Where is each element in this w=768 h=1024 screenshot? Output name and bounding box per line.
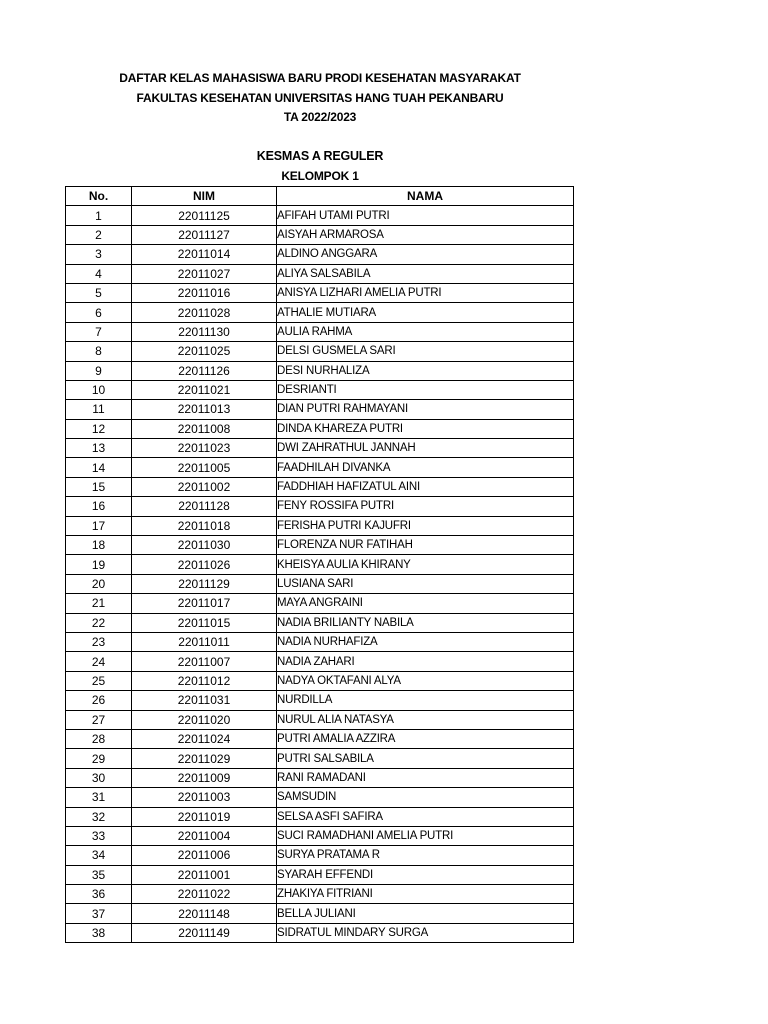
table-row bbox=[66, 361, 574, 380]
row-number-cell: 30 bbox=[66, 768, 132, 787]
nim-cell: 22011018 bbox=[132, 516, 277, 535]
table-row bbox=[66, 594, 574, 613]
nim-cell: 22011025 bbox=[132, 342, 277, 361]
row-number-cell: 8 bbox=[66, 342, 132, 361]
nim-cell: 22011016 bbox=[132, 283, 277, 302]
student-name-cell: NADYA OKTAFANI ALYA bbox=[277, 671, 574, 690]
row-number-cell: 24 bbox=[66, 652, 132, 671]
student-name-cell: ALIYA SALSABILA bbox=[277, 264, 574, 283]
row-number-cell: 12 bbox=[66, 419, 132, 438]
student-name-cell: PUTRI AMALIA AZZIRA bbox=[277, 729, 574, 748]
table-row bbox=[66, 826, 574, 845]
row-number-cell: 19 bbox=[66, 555, 132, 574]
nim-cell: 22011126 bbox=[132, 361, 277, 380]
student-name-cell: DELSI GUSMELA SARI bbox=[277, 342, 574, 361]
nim-cell: 22011002 bbox=[132, 477, 277, 496]
table-row bbox=[66, 283, 574, 302]
row-number-cell: 35 bbox=[66, 865, 132, 884]
table-row bbox=[66, 322, 574, 341]
student-name-cell: AULIA RAHMA bbox=[277, 322, 574, 341]
table-row bbox=[66, 749, 574, 768]
nim-cell: 22011027 bbox=[132, 264, 277, 283]
table-row bbox=[66, 613, 574, 632]
student-name-cell: MAYA ANGRAINI bbox=[277, 594, 574, 613]
student-name-cell: AISYAH ARMAROSA bbox=[277, 225, 574, 244]
nim-cell: 22011028 bbox=[132, 303, 277, 322]
student-name-cell: SIDRATUL MINDARY SURGA bbox=[277, 923, 574, 942]
column-header-nama: NAMA bbox=[277, 187, 574, 206]
table-row bbox=[66, 264, 574, 283]
table-row bbox=[66, 497, 574, 516]
nim-cell: 22011015 bbox=[132, 613, 277, 632]
row-number-cell: 37 bbox=[66, 904, 132, 923]
table-header-row bbox=[66, 187, 574, 206]
student-name-cell: DESI NURHALIZA bbox=[277, 361, 574, 380]
table-row bbox=[66, 574, 574, 593]
nim-cell: 22011019 bbox=[132, 807, 277, 826]
row-number-cell: 32 bbox=[66, 807, 132, 826]
table-row bbox=[66, 729, 574, 748]
row-number-cell: 11 bbox=[66, 400, 132, 419]
row-number-cell: 2 bbox=[66, 225, 132, 244]
table-row bbox=[66, 555, 574, 574]
row-number-cell: 7 bbox=[66, 322, 132, 341]
table-row bbox=[66, 904, 574, 923]
table-row bbox=[66, 516, 574, 535]
row-number-cell: 16 bbox=[66, 497, 132, 516]
row-number-cell: 38 bbox=[66, 923, 132, 942]
nim-cell: 22011011 bbox=[132, 632, 277, 651]
student-name-cell: NURDILLA bbox=[277, 691, 574, 710]
student-name-cell: SURYA PRATAMA R bbox=[277, 846, 574, 865]
row-number-cell: 26 bbox=[66, 691, 132, 710]
nim-cell: 22011013 bbox=[132, 400, 277, 419]
student-name-cell: ATHALIE MUTIARA bbox=[277, 303, 574, 322]
nim-cell: 22011020 bbox=[132, 710, 277, 729]
document-title-line-2: FAKULTAS KESEHATAN UNIVERSITAS HANG TUAH PEKANBARU bbox=[136, 91, 504, 105]
row-number-cell: 29 bbox=[66, 749, 132, 768]
nim-cell: 22011001 bbox=[132, 865, 277, 884]
nim-cell: 22011022 bbox=[132, 885, 277, 904]
table-row bbox=[66, 400, 574, 419]
student-name-cell: BELLA JULIANI bbox=[277, 904, 574, 923]
student-name-cell: FENY ROSSIFA PUTRI bbox=[277, 497, 574, 516]
table-row bbox=[66, 342, 574, 361]
row-number-cell: 1 bbox=[66, 206, 132, 225]
nim-cell: 22011125 bbox=[132, 206, 277, 225]
table-row bbox=[66, 439, 574, 458]
nim-cell: 22011004 bbox=[132, 826, 277, 845]
student-name-cell: PUTRI SALSABILA bbox=[277, 749, 574, 768]
class-name-heading: KESMAS A REGULER bbox=[256, 149, 384, 163]
nim-cell: 22011023 bbox=[132, 439, 277, 458]
student-name-cell: LUSIANA SARI bbox=[277, 574, 574, 593]
student-name-cell: FADDHIAH HAFIZATUL AINI bbox=[277, 477, 574, 496]
nim-cell: 22011021 bbox=[132, 380, 277, 399]
nim-cell: 22011006 bbox=[132, 846, 277, 865]
student-name-cell: ANISYA LIZHARI AMELIA PUTRI bbox=[277, 283, 574, 302]
student-name-cell: DWI ZAHRATHUL JANNAH bbox=[277, 439, 574, 458]
student-name-cell: FERISHA PUTRI KAJUFRI bbox=[277, 516, 574, 535]
row-number-cell: 9 bbox=[66, 361, 132, 380]
nim-cell: 22011017 bbox=[132, 594, 277, 613]
row-number-cell: 13 bbox=[66, 439, 132, 458]
row-number-cell: 31 bbox=[66, 788, 132, 807]
row-number-cell: 4 bbox=[66, 264, 132, 283]
table-row bbox=[66, 846, 574, 865]
student-roster-table bbox=[65, 186, 574, 943]
nim-cell: 22011030 bbox=[132, 536, 277, 555]
student-name-cell: DINDA KHAREZA PUTRI bbox=[277, 419, 574, 438]
table-row bbox=[66, 807, 574, 826]
column-header-nim: NIM bbox=[132, 187, 277, 206]
table-row bbox=[66, 671, 574, 690]
nim-cell: 22011005 bbox=[132, 458, 277, 477]
student-name-cell: ALDINO ANGGARA bbox=[277, 245, 574, 264]
nim-cell: 22011130 bbox=[132, 322, 277, 341]
column-header-no: No. bbox=[66, 187, 132, 206]
table-row bbox=[66, 225, 574, 244]
row-number-cell: 23 bbox=[66, 632, 132, 651]
nim-cell: 22011003 bbox=[132, 788, 277, 807]
table-row bbox=[66, 245, 574, 264]
table-body bbox=[66, 206, 574, 943]
student-name-cell: ZHAKIYA FITRIANI bbox=[277, 885, 574, 904]
row-number-cell: 36 bbox=[66, 885, 132, 904]
row-number-cell: 3 bbox=[66, 245, 132, 264]
table-row bbox=[66, 303, 574, 322]
nim-cell: 22011024 bbox=[132, 729, 277, 748]
student-name-cell: NADIA BRILIANTY NABILA bbox=[277, 613, 574, 632]
student-name-cell: FLORENZA NUR FATIHAH bbox=[277, 536, 574, 555]
document-title-line-1: DAFTAR KELAS MAHASISWA BARU PRODI KESEHATAN MASYARAKAT bbox=[119, 71, 521, 85]
student-name-cell: SAMSUDIN bbox=[277, 788, 574, 807]
group-name-heading: KELOMPOK 1 bbox=[281, 169, 359, 183]
table-row bbox=[66, 652, 574, 671]
student-name-cell: SELSA ASFI SAFIRA bbox=[277, 807, 574, 826]
row-number-cell: 21 bbox=[66, 594, 132, 613]
table-row bbox=[66, 380, 574, 399]
student-name-cell: NURUL ALIA NATASYA bbox=[277, 710, 574, 729]
row-number-cell: 34 bbox=[66, 846, 132, 865]
nim-cell: 22011031 bbox=[132, 691, 277, 710]
table-row bbox=[66, 419, 574, 438]
nim-cell: 22011007 bbox=[132, 652, 277, 671]
nim-cell: 22011012 bbox=[132, 671, 277, 690]
table-row bbox=[66, 788, 574, 807]
row-number-cell: 14 bbox=[66, 458, 132, 477]
academic-year-title: TA 2022/2023 bbox=[283, 110, 357, 124]
table-row bbox=[66, 458, 574, 477]
nim-cell: 22011148 bbox=[132, 904, 277, 923]
table-row bbox=[66, 206, 574, 225]
student-name-cell: AFIFAH UTAMI PUTRI bbox=[277, 206, 574, 225]
nim-cell: 22011014 bbox=[132, 245, 277, 264]
student-name-cell: DIAN PUTRI RAHMAYANI bbox=[277, 400, 574, 419]
row-number-cell: 20 bbox=[66, 574, 132, 593]
row-number-cell: 5 bbox=[66, 283, 132, 302]
student-name-cell: DESRIANTI bbox=[277, 380, 574, 399]
nim-cell: 22011149 bbox=[132, 923, 277, 942]
row-number-cell: 18 bbox=[66, 536, 132, 555]
table-row bbox=[66, 536, 574, 555]
student-name-cell: NADIA ZAHARI bbox=[277, 652, 574, 671]
nim-cell: 22011127 bbox=[132, 225, 277, 244]
table-row bbox=[66, 710, 574, 729]
student-name-cell: RANI RAMADANI bbox=[277, 768, 574, 787]
student-name-cell: KHEISYA AULIA KHIRANY bbox=[277, 555, 574, 574]
student-name-cell: FAADHILAH DIVANKA bbox=[277, 458, 574, 477]
table-row bbox=[66, 477, 574, 496]
table-row bbox=[66, 691, 574, 710]
student-name-cell: SUCI RAMADHANI AMELIA PUTRI bbox=[277, 826, 574, 845]
nim-cell: 22011008 bbox=[132, 419, 277, 438]
row-number-cell: 27 bbox=[66, 710, 132, 729]
row-number-cell: 25 bbox=[66, 671, 132, 690]
table-row bbox=[66, 923, 574, 942]
nim-cell: 22011009 bbox=[132, 768, 277, 787]
row-number-cell: 33 bbox=[66, 826, 132, 845]
student-name-cell: NADIA NURHAFIZA bbox=[277, 632, 574, 651]
nim-cell: 22011026 bbox=[132, 555, 277, 574]
row-number-cell: 6 bbox=[66, 303, 132, 322]
row-number-cell: 17 bbox=[66, 516, 132, 535]
table-row bbox=[66, 865, 574, 884]
student-name-cell: SYARAH EFFENDI bbox=[277, 865, 574, 884]
table-row bbox=[66, 885, 574, 904]
table-row bbox=[66, 768, 574, 787]
row-number-cell: 22 bbox=[66, 613, 132, 632]
row-number-cell: 15 bbox=[66, 477, 132, 496]
row-number-cell: 10 bbox=[66, 380, 132, 399]
nim-cell: 22011029 bbox=[132, 749, 277, 768]
nim-cell: 22011129 bbox=[132, 574, 277, 593]
table-row bbox=[66, 632, 574, 651]
nim-cell: 22011128 bbox=[132, 497, 277, 516]
row-number-cell: 28 bbox=[66, 729, 132, 748]
